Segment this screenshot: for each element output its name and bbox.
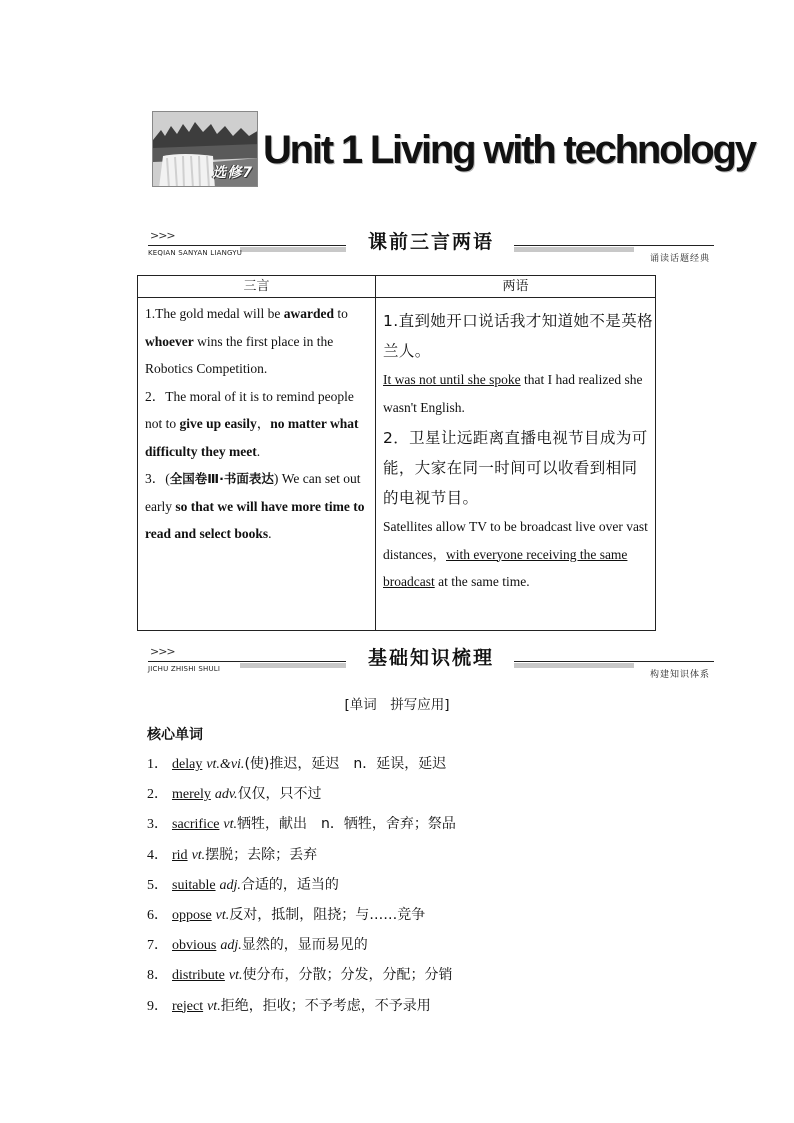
- phrase-table: [137, 275, 656, 631]
- section-tag: 诵读话题经典: [649, 254, 710, 264]
- table-header-left: 三言: [138, 276, 376, 298]
- section-title: 基础知识梳理: [367, 647, 494, 669]
- sentence-2: 2．The moral of it is to remind people not to give up easily，no matter what difficulty they meet.: [145, 388, 359, 459]
- vocab-item: 1． delay vt.&vi.(使)推迟，延迟 n．延误，延迟: [147, 756, 447, 772]
- section-tag: 构建知识体系: [649, 670, 710, 680]
- vocab-item: 2． merely adv.仅仅，只不过: [147, 786, 322, 803]
- vocab-item: 9． reject vt.拒绝，拒收；不予考虑，不予录用: [147, 997, 431, 1014]
- sub-heading: [单词 拼写应用]: [344, 697, 450, 713]
- sentence-1-english: It was not until she spoke that I had realized she wasn't English.: [383, 372, 643, 415]
- banner-shade: [514, 663, 634, 668]
- table-cell-left: [145, 300, 371, 548]
- vocab-item: 4． rid vt.摆脱；去除；丢弃: [147, 846, 318, 863]
- vocab-item: 8． distribute vt.使分布，分散；分发，分配；分销: [147, 967, 453, 984]
- sentence-2-chinese: 2．卫星让远距离直播电视节目成为可能，大家在同一时间可以收看到相同的电视节目。: [383, 429, 648, 507]
- chevrons-icon: >>>: [150, 229, 175, 242]
- unit-title: Unit 1 Living with technology: [263, 128, 755, 172]
- vocab-list: [147, 752, 707, 1024]
- chevrons-icon: >>>: [150, 645, 175, 658]
- vocab-item: 5． suitable adj.合适的，适当的: [147, 876, 339, 893]
- section-banner-pre-class: [148, 227, 714, 263]
- banner-rule: [514, 661, 714, 662]
- section-pinyin: JICHU ZHISHI SHULI: [148, 665, 221, 673]
- banner-shade: [514, 247, 634, 252]
- core-words-title: 核心单词: [147, 727, 203, 743]
- table-divider: [375, 276, 376, 630]
- textbook-badge-image: [152, 111, 258, 187]
- sentence-3: 3．(全国卷Ⅲ·书面表达) We can set out early so that we will have more time to read and select books.: [145, 471, 365, 541]
- sentence-2-english: Satellites allow TV to be broadcast live over vast distances，with everyone receiving the same broadcast at the same time.: [383, 519, 648, 589]
- banner-rule: [514, 245, 714, 246]
- table-header-right: 两语: [376, 276, 655, 298]
- banner-rule: [148, 661, 346, 662]
- badge-label: 选修7: [212, 165, 253, 181]
- banner-shade: [240, 663, 346, 668]
- banner-shade: [240, 247, 346, 252]
- section-pinyin: KEQIAN SANYAN LIANGYU: [148, 249, 243, 257]
- vocab-item: 6． oppose vt.反对，抵制，阻挠；与……竞争: [147, 906, 426, 923]
- section-banner-basics: [148, 643, 714, 679]
- banner-rule: [148, 245, 346, 246]
- section-title: 课前三言两语: [367, 231, 494, 253]
- sentence-1-chinese: 1.直到她开口说话我才知道她不是英格兰人。: [383, 312, 653, 360]
- table-cell-right: [383, 306, 653, 598]
- sentence-1: 1.The gold medal will be awarded to whoever wins the first place in the Robotics Competition.: [145, 306, 348, 376]
- vocab-item: 7． obvious adj.显然的，显而易见的: [147, 937, 368, 954]
- vocab-item: 3． sacrifice vt.牺牲，献出 n．牺牲，舍弃；祭品: [147, 816, 456, 833]
